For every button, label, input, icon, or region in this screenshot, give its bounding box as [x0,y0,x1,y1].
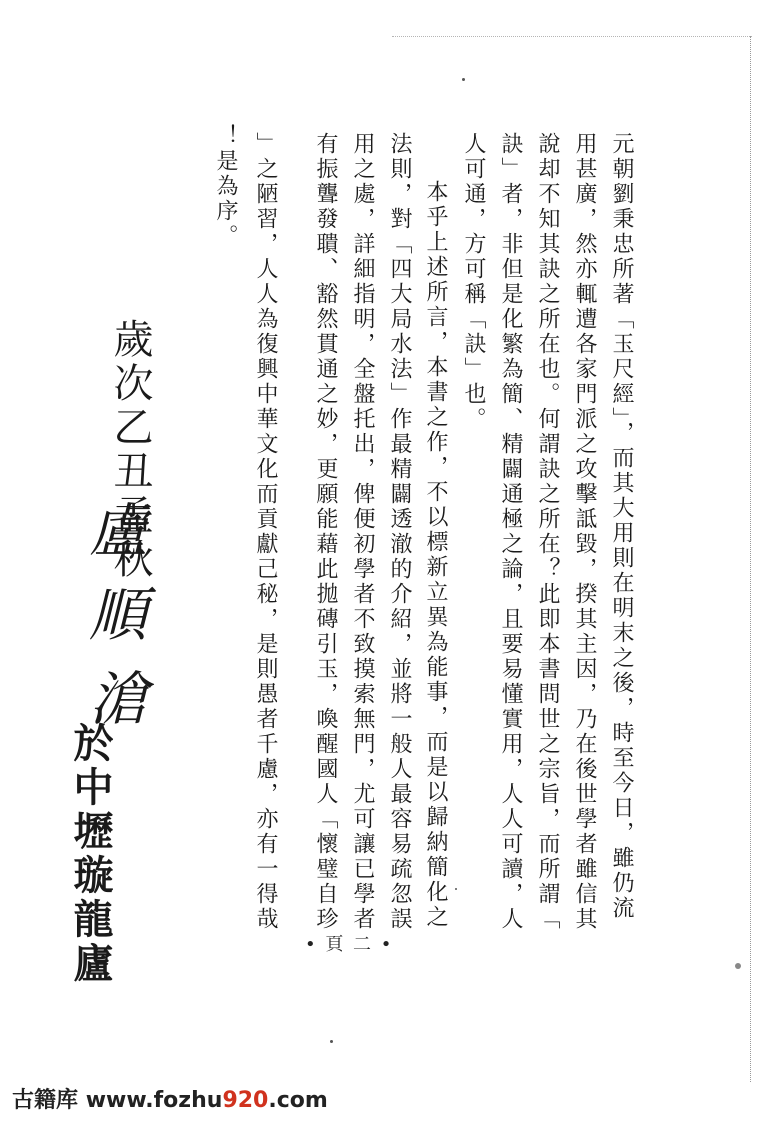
text-column-7: 法則，對「四大局水法」作最精闢透澈的介紹，並將一般人最容易疏忽誤 [387,132,412,932]
signature-place: 於中壢璇龍廬 [67,722,113,986]
scan-speck [330,1040,333,1043]
text-column-5: 人可通，方可稱「訣」也。 [461,132,486,432]
text-column-11: ！是為序。 [213,124,238,249]
watermark-url-suffix: .com [268,1088,328,1113]
watermark-footer [12,1083,328,1114]
text-column-9: 有振聾發聵、豁然貫通之妙，更願能藉此拋磚引玉，喚醒國人「懷璧自珍 [313,132,338,932]
scan-speck [455,888,457,890]
watermark-url-prefix: www.fozhu [85,1088,223,1113]
signature-date: 歲次乙丑孟秋 [107,318,153,582]
text-column-8: 用之處，詳細指明，全盤托出，俾便初學者不致摸索無門，尤可讓已學者 [350,132,375,932]
watermark-site-name: 古籍库 [12,1088,79,1113]
text-column-2: 用甚廣，然亦輒遭各家門派之攻擊詆毀，揆其主因，乃在後世學者雖信其 [572,132,597,932]
text-column-3: 說却不知其訣之所在也。何謂訣之所在？此即本書問世之宗旨，而所謂「 [535,132,560,932]
page-top-edge [392,36,752,37]
scan-speck [462,78,465,81]
text-column-1: 元朝劉秉忠所著「玉尺經」，而其大用則在明末之後，時至今日，雖仍流 [609,132,634,921]
text-column-4: 訣」者，非但是化繁為簡、精闢通極之論，且要易懂實用，人人可讀，人 [498,132,523,932]
text-column-6: 本乎上述所言，本書之作，不以標新立異為能事，而是以歸納簡化之 [423,180,448,930]
page-right-edge [750,36,752,1082]
signature-author: 盧順滄 [79,500,147,752]
page-number: • 頁 二 • [305,934,394,955]
watermark-url-number: 920 [222,1088,269,1113]
scan-speck [735,963,741,969]
text-column-10: 」之陋習，人人為復興中華文化而貢獻己秘，是則愚者千慮，亦有一得哉 [253,132,278,932]
